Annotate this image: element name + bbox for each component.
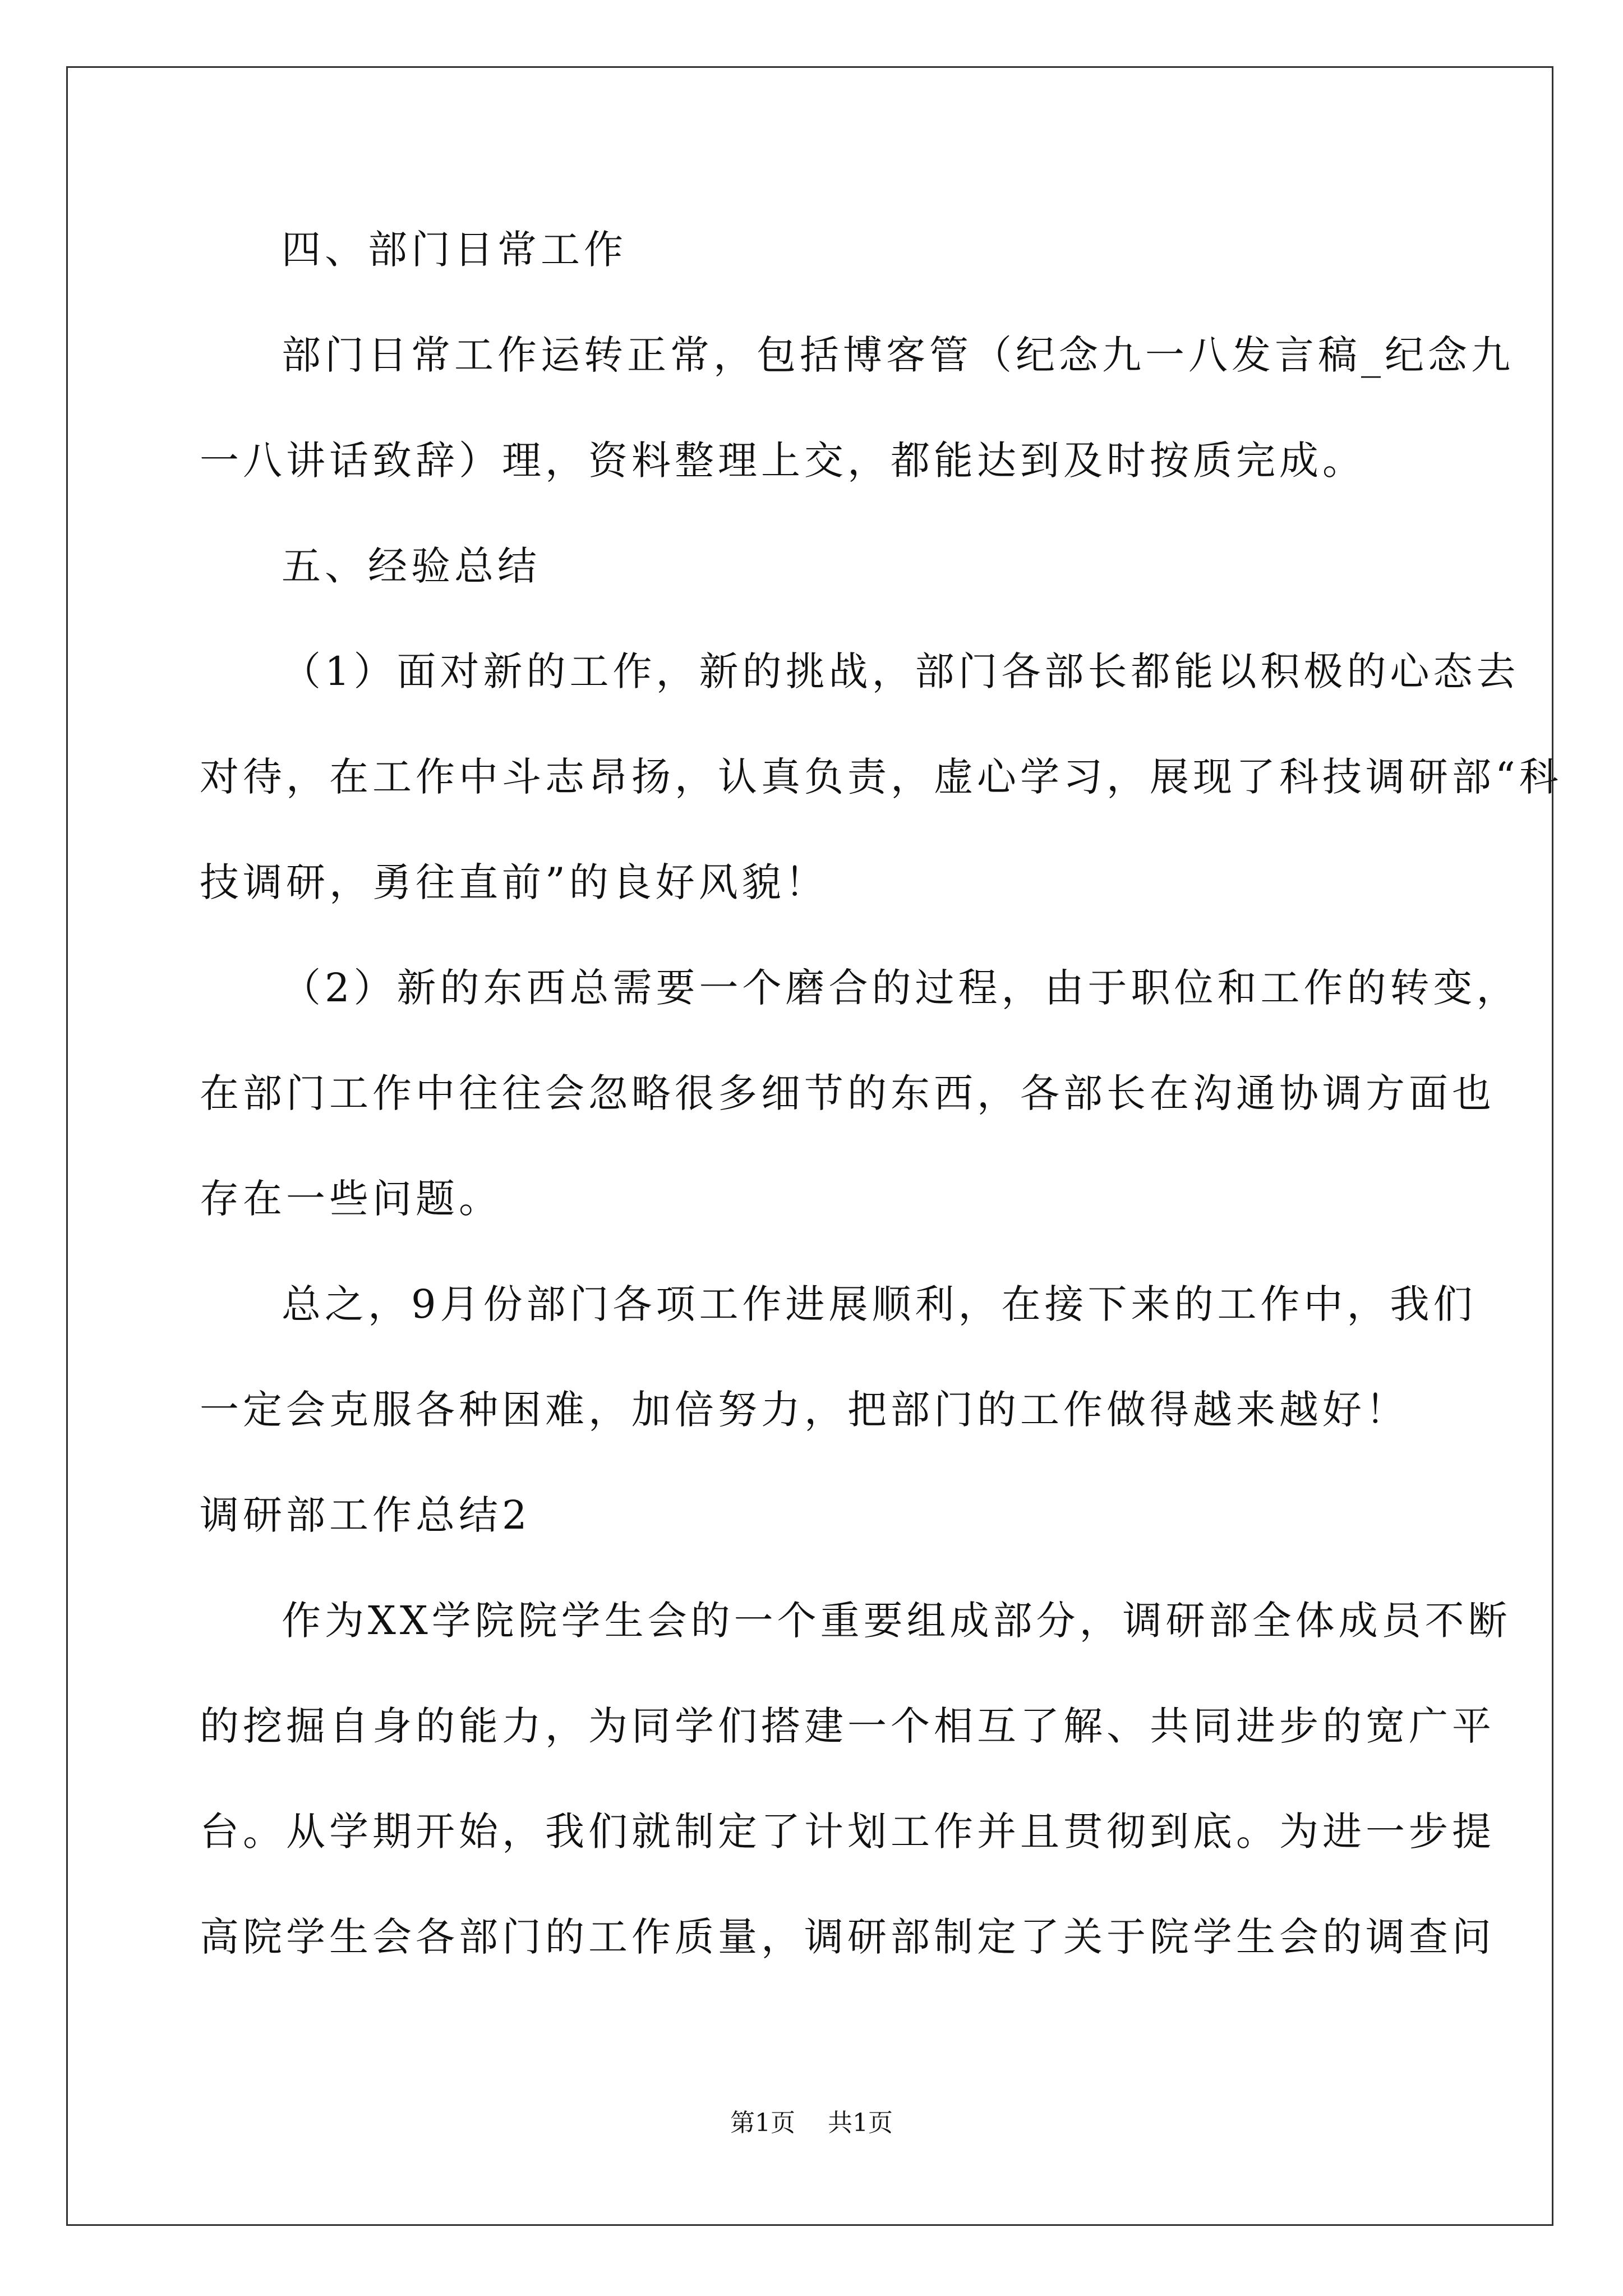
page-number: 第1页 xyxy=(730,2109,795,2137)
section-heading-experience: 五、经验总结 xyxy=(282,543,541,589)
paragraph-line: 存在一些问题。 xyxy=(200,1176,502,1222)
article-title: 调研部工作总结2 xyxy=(200,1492,531,1538)
paragraph-line: 总之，9月份部门各项工作进展顺利，在接下来的工作中，我们 xyxy=(282,1281,1477,1327)
paragraph-line: 的挖掘自身的能力，为同学们搭建一个相互了解、共同进步的宽广平 xyxy=(200,1703,1495,1749)
paragraph-line: 对待，在工作中斗志昂扬，认真负责，虚心学习，展现了科技调研部“科 xyxy=(200,754,1562,800)
page-footer xyxy=(0,2106,1623,2140)
paragraph-line: 高院学生会各部门的工作质量，调研部制定了关于院学生会的调查问 xyxy=(200,1914,1495,1960)
paragraph-line: 部门日常工作运转正常，包括博客管（纪念九一八发言稿_纪念九 xyxy=(282,332,1514,378)
paragraph-line: 技调研，勇往直前”的良好风貌！ xyxy=(200,859,828,905)
section-heading-daily-work: 四、部门日常工作 xyxy=(282,227,627,273)
paragraph-line: 作为XX学院院学生会的一个重要组成部分，调研部全体成员不断 xyxy=(282,1598,1511,1644)
paragraph-line: 一定会克服各种困难，加倍努力，把部门的工作做得越来越好！ xyxy=(200,1387,1409,1433)
paragraph-line: 在部门工作中往往会忽略很多细节的东西，各部长在沟通协调方面也 xyxy=(200,1070,1495,1116)
paragraph-line: 一八讲话致辞）理，资料整理上交，都能达到及时按质完成。 xyxy=(200,438,1366,484)
page-total: 共1页 xyxy=(828,2109,893,2137)
paragraph-line: （1）面对新的工作，新的挑战，部门各部长都能以积极的心态去 xyxy=(282,648,1520,694)
page-border xyxy=(66,66,1562,2226)
paragraph-line: （2）新的东西总需要一个磨合的过程，由于职位和工作的转变， xyxy=(282,965,1520,1011)
paragraph-line: 台。从学期开始，我们就制定了计划工作并且贯彻到底。为进一步提 xyxy=(200,1809,1495,1855)
